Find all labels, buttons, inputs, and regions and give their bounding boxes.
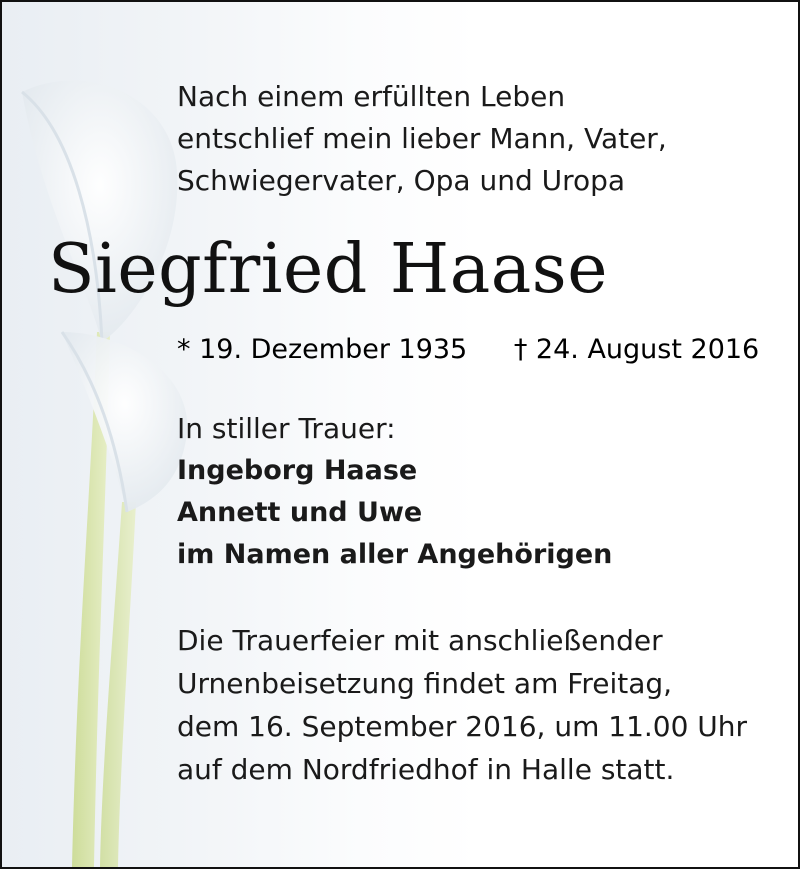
funeral-line: dem 16. September 2016, um 11.00 Uhr (177, 710, 748, 743)
birth-date: * 19. Dezember 1935 (177, 334, 468, 365)
intro-line: Schwiegervater, Opa und Uropa (177, 164, 626, 197)
deceased-name: Siegfried Haase (48, 230, 608, 309)
funeral-line: Urnenbeisetzung findet am Freitag, (177, 667, 673, 700)
intro-line: Nach einem erfüllten Leben (177, 80, 566, 113)
mourner-name: Annett und Uwe (177, 497, 423, 528)
life-dates (177, 334, 797, 365)
death-date: † 24. August 2016 (513, 334, 760, 365)
funeral-line: auf dem Nordfriedhof in Halle statt. (177, 753, 675, 786)
funeral-line: Die Trauerfeier mit anschließender (177, 624, 663, 657)
mourner-name: im Namen aller Angehörigen (177, 539, 613, 570)
mourner-name: Ingeborg Haase (177, 455, 418, 486)
intro-line: entschlief mein lieber Mann, Vater, (177, 122, 667, 155)
mourning-label: In stiller Trauer: (177, 412, 396, 445)
